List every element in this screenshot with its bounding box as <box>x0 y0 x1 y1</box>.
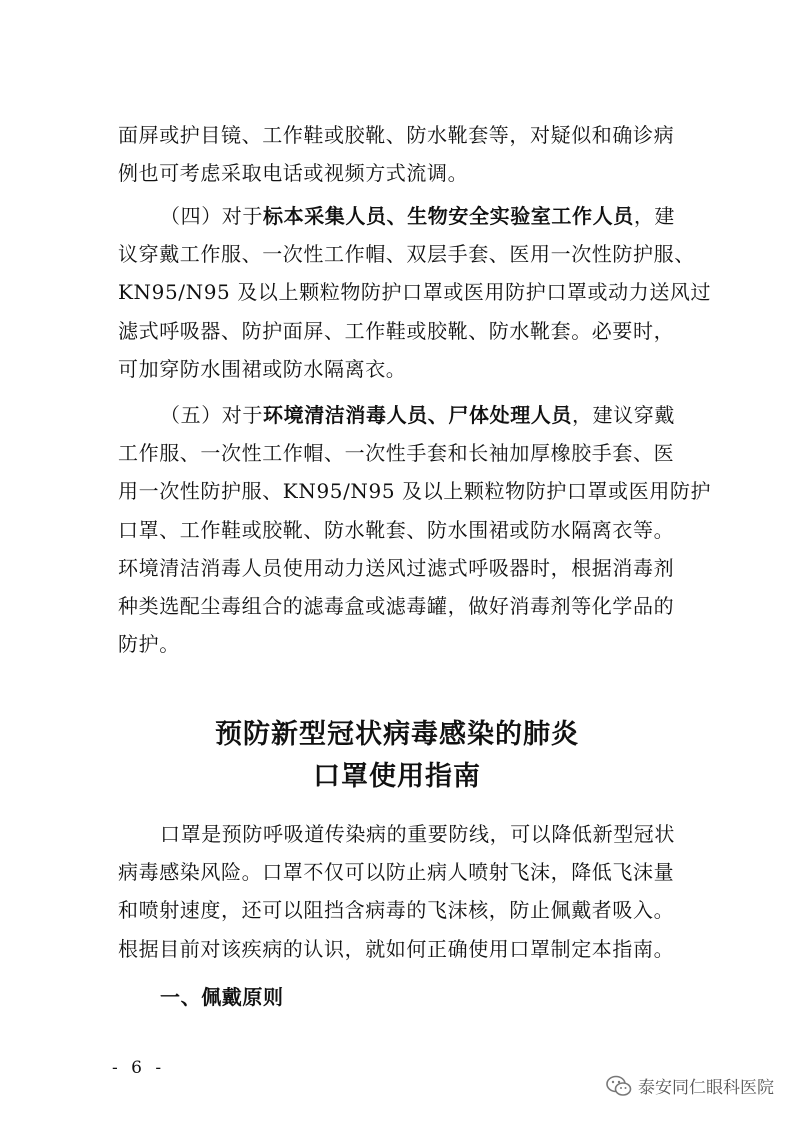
text-line: 面屏或护目镜、工作鞋或胶靴、防水靴套等，对疑似和确诊病 <box>118 123 675 147</box>
watermark-text: 泰安同仁眼科医院 <box>638 1078 774 1098</box>
guide-title-line-2: 口罩使用指南 <box>313 761 481 792</box>
guide-title-line-1: 预防新型冠状病毒感染的肺炎 <box>215 719 579 750</box>
text-line: 工作服、一次性工作帽、一次性手套和长袖加厚橡胶手套、医 <box>118 441 675 466</box>
text-line: 滤式呼吸器、防护面屏、工作鞋或胶靴、防水靴套。必要时， <box>118 318 675 343</box>
text-line: 环境清洁消毒人员使用动力送风过滤式呼吸器时，根据消毒剂 <box>118 555 675 580</box>
section-four-first-line <box>118 197 678 235</box>
text-line: 和喷射速度，还可以阻挡含病毒的飞沫核，防止佩戴者吸入。 <box>118 898 675 923</box>
text-line: 例也可考虑采取电话或视频方式流调。 <box>118 161 469 186</box>
text-line: 根据目前对该疾病的认识，就如何正确使用口罩制定本指南。 <box>118 936 675 961</box>
section-five-lead: （五）对于 <box>160 403 263 427</box>
section-four-bold-text: 标本采集人员、生物安全实验室工作人员 <box>263 204 634 228</box>
text-line: 用一次性防护服、KN95/N95 及以上颗粒物防护口罩或医用防护 <box>118 479 712 504</box>
text-line: KN95/N95 及以上颗粒物防护口罩或医用防护口罩或动力送风过 <box>118 280 712 305</box>
section-four-lead: （四）对于 <box>160 204 263 228</box>
text-line: 可加穿防水围裙或防水隔离衣。 <box>118 356 407 381</box>
section-five-bold-text: 环境清洁消毒人员、尸体处理人员 <box>263 403 572 427</box>
text-line: 议穿戴工作服、一次性工作帽、双层手套、医用一次性防护服、 <box>118 242 695 267</box>
text-line: 防护。 <box>118 632 180 657</box>
section-four-continued <box>118 116 678 192</box>
page-number: - 6 - <box>112 1058 166 1078</box>
watermark <box>600 1071 780 1100</box>
section-four-tail: ，建 <box>633 204 676 228</box>
section-five-tail: ，建议穿戴 <box>572 403 675 427</box>
section-five-paragraph <box>118 396 712 663</box>
section-five-first-line <box>118 396 678 434</box>
text-line: 口罩是预防呼吸道传染病的重要防线，可以降低新型冠状 <box>160 822 675 846</box>
text-line: 病毒感染风险。口罩不仅可以防止病人喷射飞沫，降低飞沫量 <box>118 860 675 885</box>
wechat-icon <box>606 1075 632 1097</box>
section-heading-one: 一、佩戴原则 <box>160 985 284 1009</box>
text-line: 种类选配尘毒组合的滤毒盒或滤毒罐，做好消毒剂等化学品的 <box>118 593 675 618</box>
text-line: 口罩、工作鞋或胶靴、防水靴套、防水围裙或防水隔离衣等。 <box>118 517 675 542</box>
intro-paragraph <box>118 815 678 968</box>
section-four-paragraph <box>118 197 712 388</box>
